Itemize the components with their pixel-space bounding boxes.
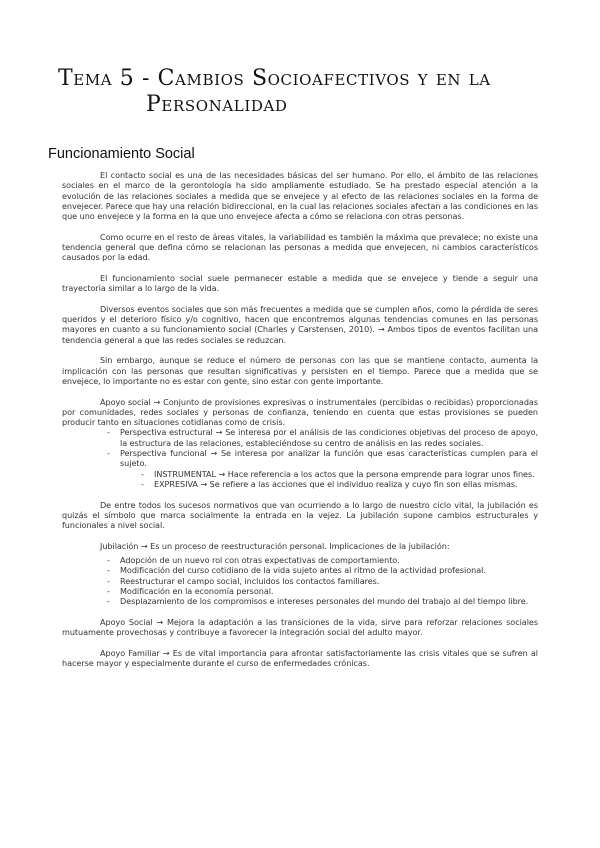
paragraph-funcionamiento-estable: El funcionamiento social suele permanecer estable a medida que se envejece y tiende a seguir una trayectoria similar a lo largo de la vida.	[62, 272, 538, 294]
page-title-line-1: Tema 5 - Cambios Socioafectivos y en la	[58, 66, 491, 91]
document-body	[62, 170, 538, 679]
section-heading: Funcionamiento Social	[48, 146, 195, 162]
paragraph-eventos-sociales: Diversos eventos sociales que son más frecuentes a medida que se cumplen años, como la pérdida de seres queridos y el deterioro físico y/o cognitivo, hacen que encontremos algunas tendencias comunes en las personas mayores en cuanto a su funcionamiento social (Charles y Carstensen, 2010). → Ambos tipos de eventos facilitan una tendencia general a que las redes sociales se reduzcan.	[62, 303, 538, 345]
list-item-instrumental: - INSTRUMENTAL → Hace referencia a los actos que la persona emprende para lograr unos fines.	[154, 469, 538, 479]
funcional-sub-list	[120, 469, 538, 490]
paragraph-contacto-social: El contacto social es una de las necesidades básicas del ser humano. Por ello, el ámbito de las relaciones sociales en el marco de la gerontología ha sido ampliamente estudiado. Se ha prestado especial atención a la evolución de las relaciones sociales a medida que se envejece y al efecto de las relaciones sociales en la forma de envejecer. Parece que hay una relación bidireccional, en la cual las relaciones sociales afectan a las condiciones en las que uno envejece y la forma en la que uno envejece afecta a cómo se relaciona con otras personas.	[62, 170, 538, 222]
page-title	[58, 66, 558, 118]
page-title-line-2: Personalidad	[146, 92, 288, 117]
paragraph-jubilacion-definicion: Jubilación → Es un proceso de reestructuración personal. Implicaciones de la jubilación:	[100, 540, 450, 551]
list-item-perspectiva-estructural: - Perspectiva estructural → Se interesa por el análisis de las condiciones objetivas del proceso de apoyo, la estructura de las relaciones, estableciéndose su centro de análisis en las redes sociales.	[120, 427, 538, 448]
paragraph-jubilacion-sucesos: De entre todos los sucesos normativos que van ocurriendo a lo largo de nuestro ciclo vital, la jubilación es quizás el símbolo que marca socialmente la entrada en la vejez. La jubilación supone cambios estructurales y funcionales a nivel social.	[62, 499, 538, 531]
paragraph-implicacion: Sin embargo, aunque se reduce el número de personas con las que se mantiene contacto, aumenta la implicación con las personas que resultan significativas y persisten en el tiempo. Parece que a medida que se envejece, lo importante no es estar con gente, sino estar con gente importante.	[62, 355, 538, 386]
list-item: - Adopción de un nuevo rol con otras expectativas de comportamiento.	[120, 555, 538, 565]
list-item-perspectiva-funcional	[120, 448, 538, 489]
list-item: - Modificación del curso cotidiano de la vida sujeto antes al ritmo de la actividad profesional.	[120, 565, 538, 575]
paragraph-variabilidad: Como ocurre en el resto de áreas vitales, la variabilidad es también la máxima que prevalece; no existe una tendencia general que defina cómo se relacionan las personas a medida que envejecen, ni cambios característicos causados por la edad.	[62, 231, 538, 263]
paragraph-apoyo-social-beneficios: Apoyo Social → Mejora la adaptación a las transiciones de la vida, sirve para reforzar relaciones sociales mutuamente provechosas y contribuye a favorecer la integración social del adulto mayor.	[62, 616, 538, 638]
list-item-perspectiva-funcional-text: Perspectiva funcional → Se interesa por analizar la función que esas características cumplen para el sujeto.	[120, 448, 538, 469]
jubilacion-list	[62, 555, 538, 606]
list-item-expresiva: - EXPRESIVA → Se refiere a las acciones que el individuo realiza y cuyo fin son ellas mismas.	[154, 479, 538, 489]
list-item: - Reestructurar el campo social, incluidos los contactos familiares.	[120, 576, 538, 586]
paragraph-apoyo-social-definicion: Apoyo social → Conjunto de provisiones expresivas o instrumentales (percibidas o recibidas) proporcionadas por comunidades, redes sociales y personas de confianza, teniendo en cuenta que estas provisiones se pueden producir tanto en situaciones cotidianas como de crisis.	[62, 396, 538, 428]
apoyo-social-list	[62, 427, 538, 489]
list-item: - Modificación en la economía personal.	[120, 586, 538, 596]
paragraph-apoyo-familiar: Apoyo Familiar → Es de vital importancia para afrontar satisfactoriamente las crisis vitales que se sufren al hacerse mayor y especialmente durante el curso de enfermedades crónicas.	[62, 647, 538, 668]
list-item: - Desplazamiento de los compromisos e intereses personales del mundo del trabajo al del tiempo libre.	[120, 596, 538, 606]
